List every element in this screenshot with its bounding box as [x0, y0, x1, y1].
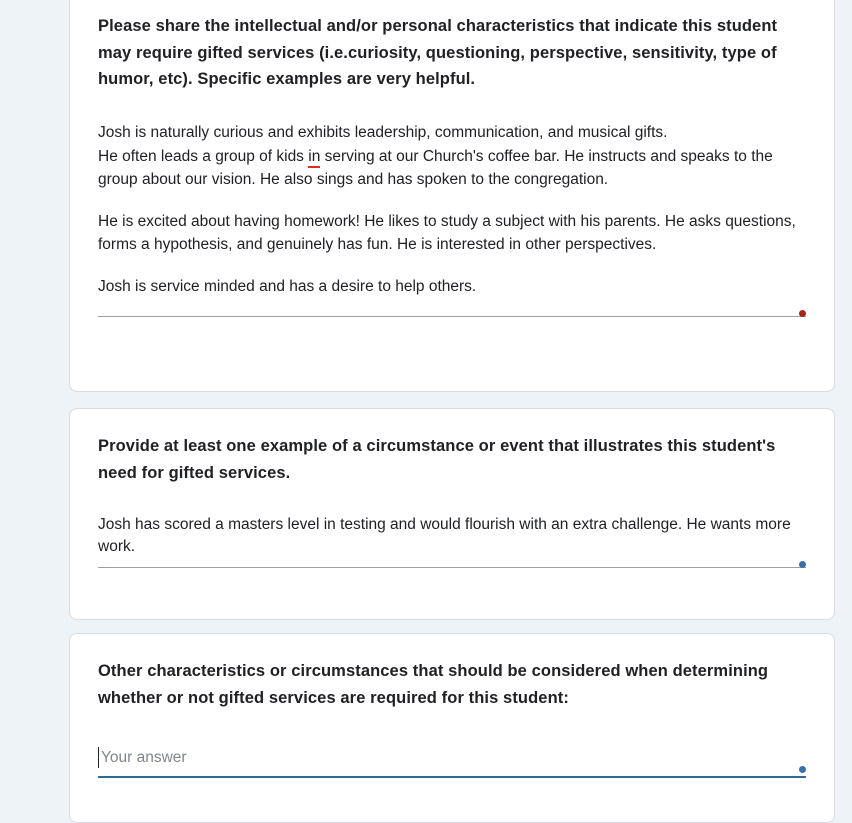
question-card-2	[69, 408, 835, 620]
answer-paragraph-3: Josh is service minded and has a desire to help others.	[98, 277, 477, 295]
question-1-field-underline-row	[98, 308, 806, 326]
question-1-title: Please share the intellectual and/or personal characteristics that indicate this student may require gifted services (i.e.curiosity, questioning, perspective, sensitivity, type of humor, etc). Specific examples are very helpful.	[98, 17, 778, 89]
answer-line-2-after: serving at our Church's coffee bar. He instructs and speaks to the group about our vision. He also sings and has spoken to the congregation.	[98, 147, 773, 189]
question-2-title: Provide at least one example of a circumstance or event that illustrates this student's need for gifted services.	[98, 437, 776, 482]
question-1-answer[interactable]	[98, 121, 806, 298]
question-2-underline	[98, 567, 806, 568]
answer-paragraph-2: He is excited about having homework! He likes to study a subject with his parents. He asks questions, forms a hypothesis, and genuinely has fun. He is interested in other perspectives.	[98, 212, 796, 254]
question-3-status-dot	[799, 766, 806, 773]
answer-line-2-before: He often leads a group of kids	[98, 147, 309, 165]
question-card-1	[69, 0, 835, 392]
question-3-underline-active	[98, 776, 806, 778]
question-3-title: Other characteristics or circumstances that should be considered when determining whether or not gifted services are required for this student:	[98, 662, 769, 707]
question-3-placeholder: Your answer	[101, 749, 187, 767]
answer-paragraph-1	[98, 121, 806, 192]
question-card-3	[69, 633, 835, 823]
question-3-answer-field[interactable]	[98, 747, 806, 781]
answer-line-1: Josh is naturally curious and exhibits leadership, communication, and musical gifts.	[98, 124, 668, 142]
question-2-answer[interactable]: Josh has scored a masters level in testing and would flourish with an extra challenge. He wants more work.	[98, 516, 791, 556]
text-caret	[98, 747, 99, 768]
question-1-underline	[98, 316, 806, 317]
spellcheck-word: in	[308, 148, 320, 168]
question-2-field-underline-row	[98, 559, 806, 575]
